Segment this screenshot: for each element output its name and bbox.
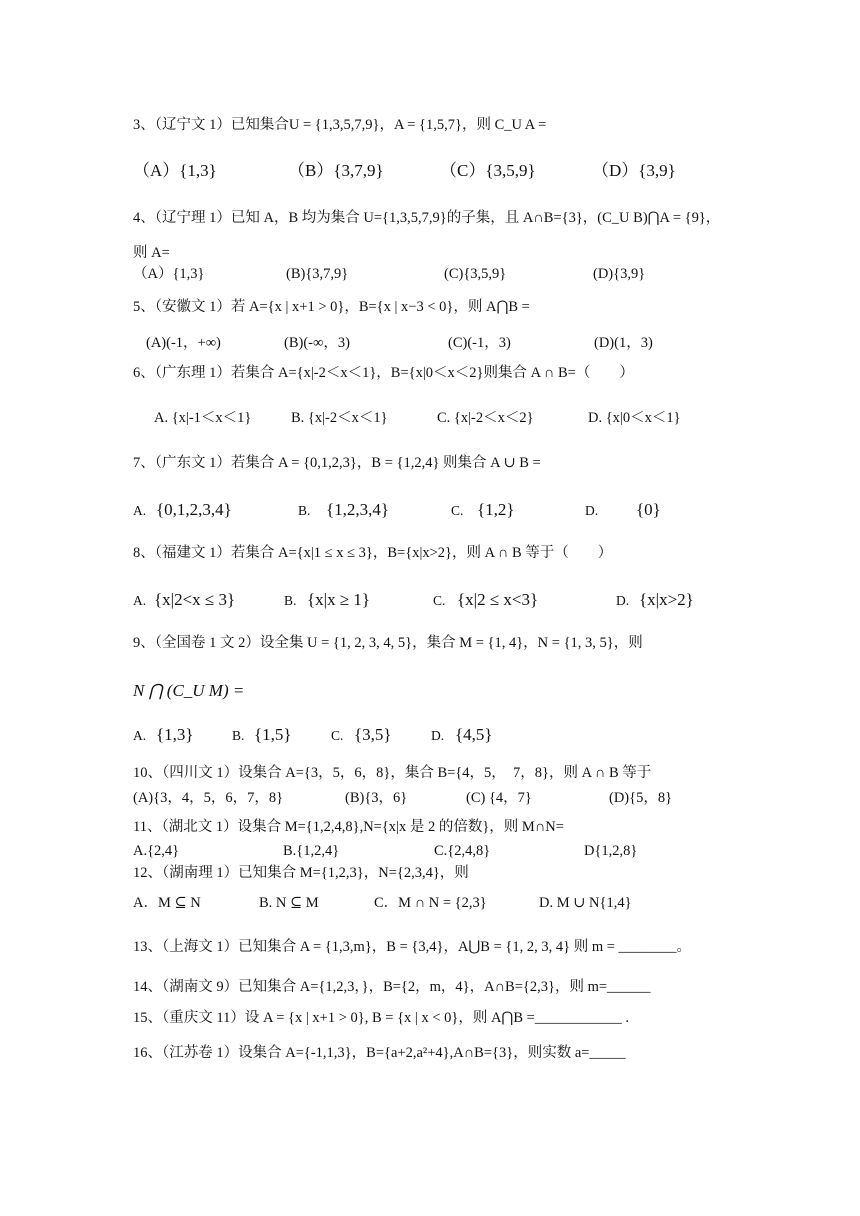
question-3-stem: 3、（辽宁文 1）已知集合U = {1,3,5,7,9}，A = {1,5,7}，则 C_U A = [133,117,547,133]
question-7-option-b: {1,2,3,4} [326,500,390,519]
question-4-stem: 4、（辽宁理 1）已知 A，B 均为集合 U={1,3,5,7,9}的子集，且 A∩B={3}，(C_U B)⋂A = {9}， [133,210,721,226]
question-10-option-c: (C) {4，7} [466,790,532,806]
question-8-option-b: {x|x ≥ 1} [307,590,371,609]
question-7-stem: 7、（广东文 1）若集合 A = {0,1,2,3}，B = {1,2,4} 则集合 A ∪ B = [133,455,541,471]
question-5-stem: 5、（安徽文 1）若 A={x | x+1 > 0}，B={x | x−3 < 0}，则 A⋂B = [133,299,530,315]
question-3-option-b: （B）{3,7,9} [288,161,384,180]
question-7-option-d: {0} [636,500,661,519]
question-6-option-d: D. {x|0＜x＜1} [588,410,681,426]
question-8-stem: 8、（福建文 1）若集合 A={x|1 ≤ x ≤ 3}，B={x|x>2}，则 A ∩ B 等于（ ） [133,545,613,561]
question-5-option-a: (A)(-1，+∞) [146,335,221,351]
question-10-stem: 10、（四川文 1）设集合 A={3，5，6，8}，集合 B={4，5， 7，8}，则 A ∩ B 等于 [133,765,652,781]
question-9-option-d-label: D. [431,728,445,743]
question-8-option-a-label: A. [133,593,147,608]
question-11-option-a: A.{2,4} [133,843,180,859]
question-12-stem: 12、（湖南理 1）已知集合 M={1,2,3}，N={2,3,4}，则 [133,865,469,881]
question-7-option-c-label: C. [451,503,464,518]
question-12-option-a: A．M ⊆ N [133,895,201,911]
question-9-option-c-label: C. [331,728,344,743]
question-5-option-c: (C)(-1，3) [448,335,511,351]
question-4-option-b: (B){3,7,9} [286,266,349,282]
question-7-option-a: {0,1,2,3,4} [156,500,232,519]
question-10-option-b: (B){3，6} [345,790,408,806]
question-4-option-c: (C){3,5,9} [444,266,507,282]
question-9-option-c: {3,5} [354,725,392,744]
question-11-stem: 11、（湖北文 1）设集合 M={1,2,4,8},N={x|x 是 2 的倍数}，则 M∩N= [133,819,564,835]
question-9-option-b-label: B. [232,728,245,743]
question-4-option-a: （A）{1,3} [133,266,205,282]
question-11-option-d: D{1,2,8} [584,843,638,859]
question-7-option-a-label: A. [133,503,147,518]
question-12-option-b: B. N ⊆ M [259,895,319,911]
question-5-option-d: (D)(1，3) [594,335,653,351]
question-8-option-d: {x|x>2} [639,590,694,609]
question-6-option-c: C. {x|-2＜x＜2} [437,410,534,426]
question-9-option-a-label: A. [133,728,147,743]
question-8-option-b-label: B. [284,593,297,608]
question-7-option-b-label: B. [298,503,311,518]
question-8-option-a: {x|2<x ≤ 3} [154,590,236,609]
question-12-option-c: C．M ∩ N = {2,3} [374,895,487,911]
question-5-option-b: (B)(-∞，3) [284,335,350,351]
question-6-stem: 6、（广东理 1）若集合 A={x|-2＜x＜1}，B={x|0＜x＜2}则集合 A ∩ B=（ ） [133,365,634,381]
question-7-option-d-label: D. [585,503,599,518]
question-4-stem-continued: 则 A= [133,245,170,261]
question-14-stem: 14、（湖南文 9）已知集合 A={1,2,3，}，B={2，m，4}，A∩B={2,3}，则 m=______ [133,979,651,995]
question-9-stem-continued: N ⋂ (C_U M) = [133,681,245,700]
question-9-option-d: {4,5} [455,725,493,744]
question-11-option-b: B.{1,2,4} [283,843,340,859]
question-9-stem: 9、（全国卷 1 文 2）设全集 U = {1, 2, 3, 4, 5}，集合 M = {1, 4}，N = {1, 3, 5}，则 [133,635,643,651]
question-8-option-c-label: C. [433,593,446,608]
question-8-option-d-label: D. [616,593,630,608]
question-12-option-d: D. M ∪ N{1,4} [539,895,632,911]
question-6-option-b: B. {x|-2＜x＜1} [291,410,388,426]
question-3-option-a: （A）{1,3} [133,161,217,180]
question-3-option-d: （D）{3,9} [592,161,676,180]
question-8-option-c: {x|2 ≤ x<3} [457,590,539,609]
question-11-option-c: C.{2,4,8} [434,843,491,859]
question-3-option-c: （C）{3,5,9} [440,161,536,180]
question-9-option-b: {1,5} [254,725,292,744]
question-15-stem: 15、（重庆文 11）设 A = {x | x+1 > 0}, B = {x | x < 0}，则 A⋂B =____________ . [133,1010,630,1026]
question-10-option-a: (A){3，4，5，6，7，8} [133,790,284,806]
question-4-option-d: (D){3,9} [593,266,646,282]
question-7-option-c: {1,2} [477,500,515,519]
question-10-option-d: (D){5，8} [609,790,673,806]
question-13-stem: 13、（上海文 1）已知集合 A = {1,3,m}，B = {3,4}，A⋃B = {1, 2, 3, 4} 则 m = ________。 [133,939,692,955]
question-16-stem: 16、（江苏卷 1）设集合 A={-1,1,3}，B={a+2,a²+4},A∩B={3}，则实数 a=_____ [133,1045,626,1061]
question-9-option-a: {1,3} [156,725,194,744]
question-6-option-a: A. {x|-1＜x＜1} [154,410,252,426]
